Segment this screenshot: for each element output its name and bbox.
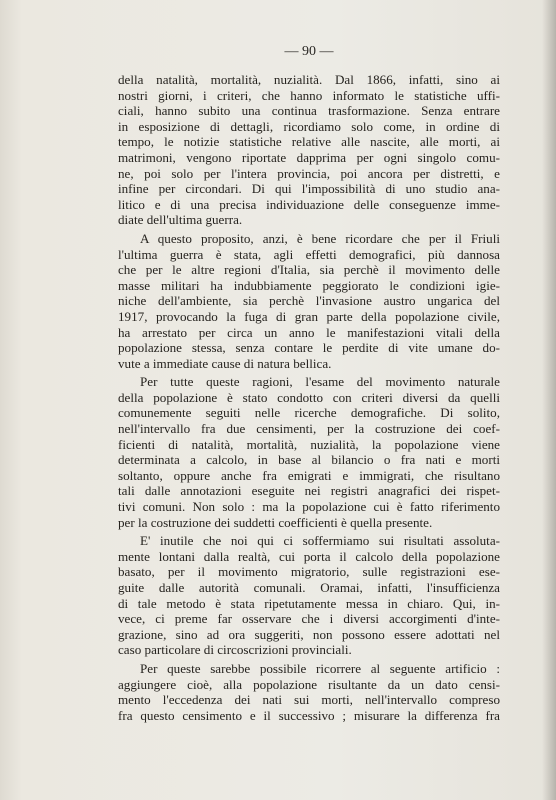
text-line: grazione, sino ad ora suggeriti, non possono essere adottati nel	[118, 626, 500, 642]
text-line: masse militari ha indubbiamente peggiorato le condizioni igie-	[118, 277, 500, 293]
text-line: mente lontani dalla realtà, cui porta il calcolo della popolazione	[118, 548, 500, 564]
paragraph-4	[118, 533, 500, 658]
text-line: in esposizione di dettagli, ricordiamo solo come, in ordine di	[118, 118, 500, 134]
text-line: fra questo censimento e il successivo ; misurare la differenza fra	[118, 707, 500, 723]
text-line: determinata a calcolo, in base al bilancio o fra nati e morti	[118, 452, 500, 468]
text-line: tivi comuni. Non solo : ma la popolazione cui è fatto riferimento	[118, 499, 500, 515]
text-line: diate dell'ultima guerra.	[118, 212, 243, 228]
text-line: mento l'eccedenza dei nati sui morti, nell'intervallo compreso	[118, 692, 500, 708]
text-line: vece, ci preme far osservare che i diversi accorgimenti d'inte-	[118, 611, 500, 627]
text-line: di tale metodo è stata ripetutamente messa in chiaro. Qui, in-	[118, 595, 500, 611]
text-line: E' inutile che noi qui ci soffermiamo sui risultati assoluta-	[140, 533, 500, 549]
text-line: Per queste sarebbe possibile ricorrere al seguente artificio :	[140, 660, 500, 676]
text-line: A questo proposito, anzi, è bene ricordare che per il Friuli	[140, 230, 500, 246]
body-text	[118, 72, 500, 726]
text-line: caso particolare di circoscrizioni provinciali.	[118, 642, 352, 658]
text-line: ne, poi solo per l'intera provincia, poi ancora per distretti, e	[118, 165, 500, 181]
text-line: litico e di una precisa individuazione delle conseguenze imme-	[118, 196, 500, 212]
text-line: soltanto, oppure anche fra emigrati e immigrati, che risultano	[118, 467, 500, 483]
text-line: ficienti di natalità, mortalità, nuzialità, la popolazione viene	[118, 436, 500, 452]
text-line: infine per circondari. Di qui l'impossibilità di uno studio ana-	[118, 181, 500, 197]
text-line: guite dalle autorità comunali. Oramai, infatti, l'insufficienza	[118, 580, 500, 595]
text-line: ha arrestato per circa un anno le manifestazioni vitali della	[118, 324, 500, 340]
text-line: della popolazione è stato condotto con criteri diversi da quelli	[118, 389, 500, 405]
text-line: ciali, hanno subito una continua trasformazione. Senza entrare	[118, 103, 500, 119]
text-line: della natalità, mortalità, nuzialità. Dal 1866, infatti, sino ai	[118, 72, 500, 87]
text-line: niche dell'ambiente, sia perchè l'invasione austro ungarica del	[118, 293, 500, 309]
text-line: matrimoni, vengono riportate dapprima per ogni singolo comu-	[118, 149, 500, 165]
paragraph-1	[118, 72, 500, 228]
paragraph-3	[118, 374, 500, 530]
text-line: popolazione stessa, senza contare le perdite di vite umane do-	[118, 340, 500, 356]
text-line: tali dalle annotazioni eseguite nei registri anagrafici dei rispet-	[118, 483, 500, 499]
text-line: Per tutte queste ragioni, l'esame del movimento naturale	[140, 374, 500, 390]
text-line: 1917, provocando la fuga di gran parte della popolazione civile,	[118, 308, 500, 324]
page-number: — 90 —	[284, 44, 334, 59]
text-line: comunemente seguiti nelle ricerche demografiche. Di solito,	[118, 405, 500, 421]
text-line: che per le altre regioni d'Italia, sia perchè il movimento delle	[118, 262, 500, 278]
paragraph-2	[118, 231, 500, 371]
text-line: nostri giorni, i criteri, che hanno informato le statistiche uffi-	[118, 87, 500, 103]
text-line: nell'intervallo fra due censimenti, per la costruzione dei coef-	[118, 421, 500, 437]
paragraph-5	[118, 661, 500, 723]
text-line: per la costruzione dei suddetti coefficienti è quella presente.	[118, 514, 433, 530]
text-line: basato, per il movimento migratorio, sulle registrazioni ese-	[118, 564, 500, 580]
text-line: vute a immediate cause di natura bellica.	[118, 355, 332, 371]
page-edge-shadow	[542, 0, 556, 800]
text-line: aggiungere cioè, alla popolazione risultante da un dato censi-	[118, 676, 500, 692]
text-line: l'ultima guerra è stata, agli effetti demografici, più dannosa	[118, 246, 500, 262]
text-line: tempo, le notizie statistiche relative alle nascite, alle morti, ai	[118, 134, 500, 150]
